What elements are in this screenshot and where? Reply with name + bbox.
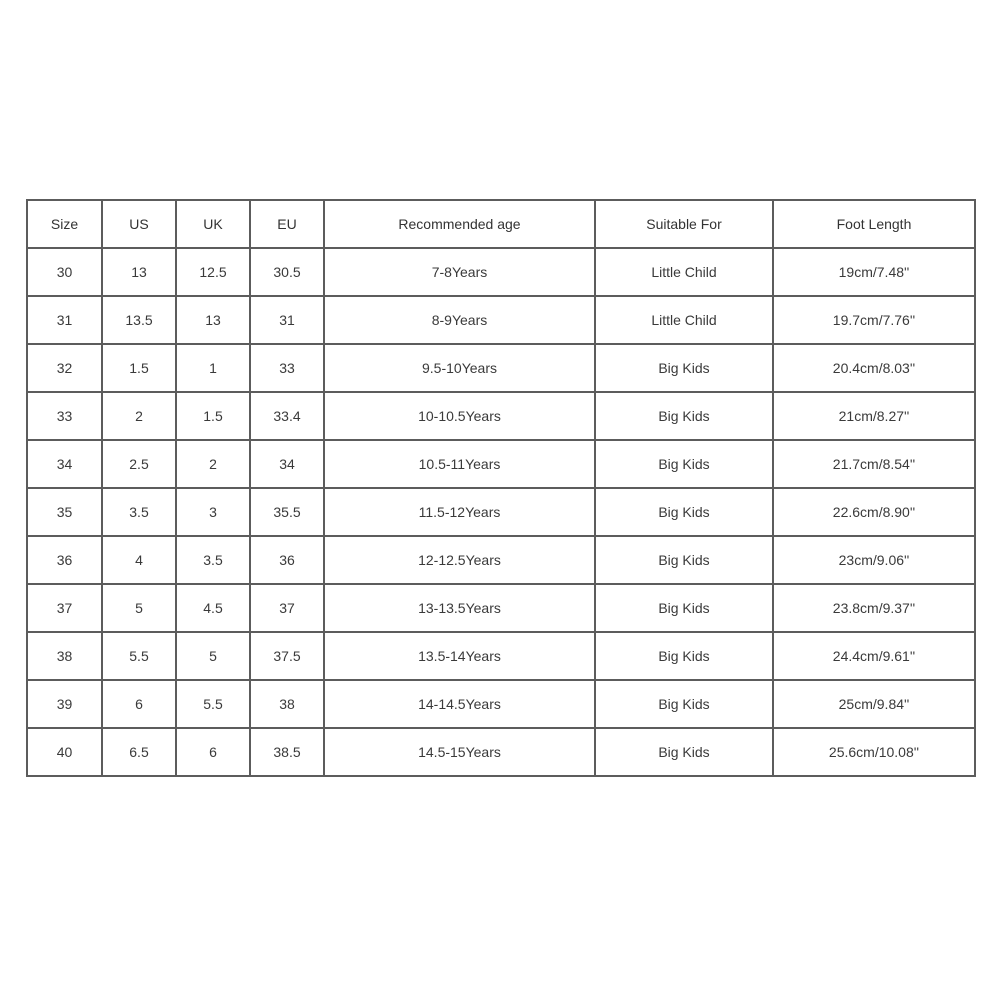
table-row (27, 392, 975, 440)
foot-length-cell: 19cm/7.48'' (773, 248, 975, 296)
recommended-age-cell: 10.5-11Years (324, 440, 595, 488)
uk-cell: 1 (176, 344, 250, 392)
eu-cell: 38.5 (250, 728, 324, 776)
header-eu: EU (250, 200, 324, 248)
suitable-for-cell: Little Child (595, 248, 773, 296)
suitable-for-cell: Big Kids (595, 728, 773, 776)
table-row (27, 488, 975, 536)
us-cell: 13.5 (102, 296, 176, 344)
foot-length-cell: 22.6cm/8.90'' (773, 488, 975, 536)
eu-cell: 38 (250, 680, 324, 728)
recommended-age-cell: 14-14.5Years (324, 680, 595, 728)
recommended-age-cell: 11.5-12Years (324, 488, 595, 536)
table-row (27, 248, 975, 296)
header-us: US (102, 200, 176, 248)
header-foot-length: Foot Length (773, 200, 975, 248)
foot-length-cell: 19.7cm/7.76'' (773, 296, 975, 344)
us-cell: 2.5 (102, 440, 176, 488)
size-cell: 30 (27, 248, 102, 296)
size-cell: 38 (27, 632, 102, 680)
table-body (27, 248, 975, 776)
suitable-for-cell: Big Kids (595, 536, 773, 584)
size-chart-table (26, 199, 976, 777)
size-cell: 34 (27, 440, 102, 488)
us-cell: 6 (102, 680, 176, 728)
us-cell: 5.5 (102, 632, 176, 680)
foot-length-cell: 25.6cm/10.08'' (773, 728, 975, 776)
suitable-for-cell: Big Kids (595, 488, 773, 536)
eu-cell: 36 (250, 536, 324, 584)
suitable-for-cell: Big Kids (595, 632, 773, 680)
suitable-for-cell: Big Kids (595, 344, 773, 392)
foot-length-cell: 23cm/9.06'' (773, 536, 975, 584)
recommended-age-cell: 13-13.5Years (324, 584, 595, 632)
table-row (27, 296, 975, 344)
uk-cell: 4.5 (176, 584, 250, 632)
size-cell: 37 (27, 584, 102, 632)
foot-length-cell: 20.4cm/8.03'' (773, 344, 975, 392)
eu-cell: 33.4 (250, 392, 324, 440)
us-cell: 6.5 (102, 728, 176, 776)
foot-length-cell: 21cm/8.27'' (773, 392, 975, 440)
uk-cell: 6 (176, 728, 250, 776)
size-cell: 32 (27, 344, 102, 392)
header-size: Size (27, 200, 102, 248)
foot-length-cell: 23.8cm/9.37'' (773, 584, 975, 632)
size-cell: 36 (27, 536, 102, 584)
header-recommended-age: Recommended age (324, 200, 595, 248)
foot-length-cell: 25cm/9.84'' (773, 680, 975, 728)
uk-cell: 13 (176, 296, 250, 344)
table-row (27, 536, 975, 584)
size-cell: 33 (27, 392, 102, 440)
suitable-for-cell: Little Child (595, 296, 773, 344)
header-uk: UK (176, 200, 250, 248)
table-row (27, 680, 975, 728)
eu-cell: 37 (250, 584, 324, 632)
size-cell: 40 (27, 728, 102, 776)
eu-cell: 30.5 (250, 248, 324, 296)
table-row (27, 584, 975, 632)
recommended-age-cell: 13.5-14Years (324, 632, 595, 680)
us-cell: 4 (102, 536, 176, 584)
suitable-for-cell: Big Kids (595, 680, 773, 728)
us-cell: 1.5 (102, 344, 176, 392)
size-cell: 35 (27, 488, 102, 536)
uk-cell: 3.5 (176, 536, 250, 584)
us-cell: 13 (102, 248, 176, 296)
uk-cell: 3 (176, 488, 250, 536)
recommended-age-cell: 9.5-10Years (324, 344, 595, 392)
foot-length-cell: 24.4cm/9.61'' (773, 632, 975, 680)
eu-cell: 31 (250, 296, 324, 344)
us-cell: 5 (102, 584, 176, 632)
eu-cell: 37.5 (250, 632, 324, 680)
eu-cell: 35.5 (250, 488, 324, 536)
table-row (27, 728, 975, 776)
recommended-age-cell: 7-8Years (324, 248, 595, 296)
eu-cell: 34 (250, 440, 324, 488)
table-row (27, 344, 975, 392)
size-cell: 31 (27, 296, 102, 344)
us-cell: 2 (102, 392, 176, 440)
suitable-for-cell: Big Kids (595, 584, 773, 632)
recommended-age-cell: 8-9Years (324, 296, 595, 344)
table-row (27, 632, 975, 680)
us-cell: 3.5 (102, 488, 176, 536)
foot-length-cell: 21.7cm/8.54'' (773, 440, 975, 488)
recommended-age-cell: 10-10.5Years (324, 392, 595, 440)
uk-cell: 2 (176, 440, 250, 488)
eu-cell: 33 (250, 344, 324, 392)
suitable-for-cell: Big Kids (595, 392, 773, 440)
recommended-age-cell: 14.5-15Years (324, 728, 595, 776)
uk-cell: 12.5 (176, 248, 250, 296)
uk-cell: 1.5 (176, 392, 250, 440)
recommended-age-cell: 12-12.5Years (324, 536, 595, 584)
uk-cell: 5 (176, 632, 250, 680)
suitable-for-cell: Big Kids (595, 440, 773, 488)
size-cell: 39 (27, 680, 102, 728)
uk-cell: 5.5 (176, 680, 250, 728)
table-row (27, 440, 975, 488)
header-suitable-for: Suitable For (595, 200, 773, 248)
table-header-row (27, 200, 975, 248)
